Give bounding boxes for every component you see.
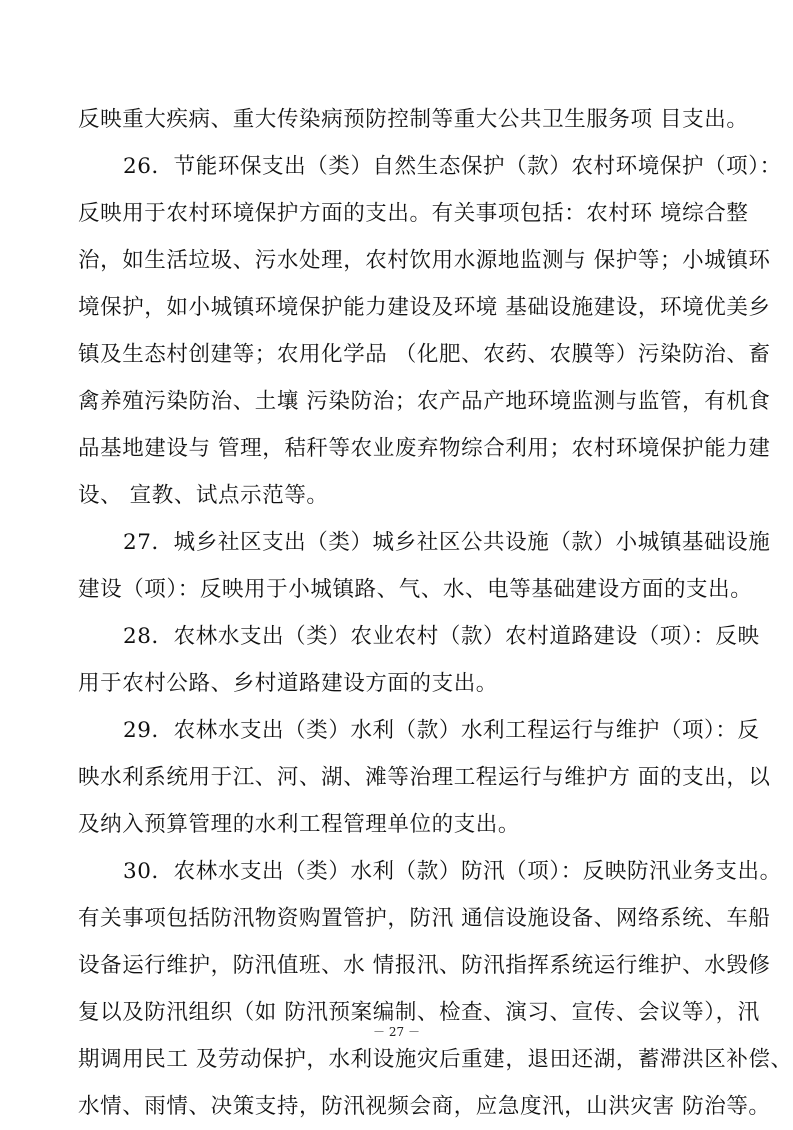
text-line: 反映用于农村环境保护方面的支出。有关事项包括：农村环 境综合整	[78, 201, 749, 226]
text-line: 期调用民工 及劳动保护，水利设施灾后重建，退田还湖，蓄滞洪区补偿、	[78, 1047, 793, 1072]
text-line: 反映重大疾病、重大传染病预防控制等重大公共卫生服务项 目支出。	[78, 107, 749, 132]
text-line: 境保护，如小城镇环境保护能力建设及环境 基础设施建设，环境优美乡	[78, 295, 771, 320]
text-line: 镇及生态村创建等；农用化学品 （化肥、农药、农膜等）污染防治、畜	[78, 342, 771, 367]
text-line: 禽养殖污染防治、土壤 污染防治；农产品产地环境监测与监管，有机食	[78, 389, 771, 414]
text-line: 品基地建设与 管理，秸秆等农业废弃物综合利用；农村环境保护能力建	[78, 436, 771, 461]
text-line: 用于农村公路、乡村道路建设方面的支出。	[78, 671, 498, 696]
text-line: 建设（项）：反映用于小城镇路、气、水、电等基础建设方面的支出。	[78, 577, 753, 602]
page-number: － 27 －	[373, 1025, 420, 1039]
document-body	[78, 96, 793, 1130]
paragraph-27-line: 27．城乡社区支出（类）城乡社区公共设施（款）小城镇基础设施	[123, 530, 771, 555]
paragraph-26-line: 26．节能环保支出（类）自然生态保护（款）农村环境保护（项）：	[123, 154, 782, 179]
text-line: 复以及防汛组织（如 防汛预案编制、检查、演习、宣传、会议等），汛	[78, 1000, 760, 1025]
paragraph-28-line: 28．农林水支出（类）农业农村（款）农村道路建设（项）：反映	[123, 624, 760, 649]
text-line: 及纳入预算管理的水利工程管理单位的支出。	[78, 812, 521, 837]
text-line: 治，如生活垃圾、污水处理，农村饮用水源地监测与 保护等；小城镇环	[78, 248, 771, 273]
text-line: 水情、雨情、决策支持，防汛视频会商，应急度汛，山洪灾害 防治等。	[78, 1094, 771, 1119]
paragraph-29-line: 29．农林水支出（类）水利（款）水利工程运行与维护（项）：反	[123, 718, 760, 743]
text-line: 有关事项包括防汛物资购置管护，防汛 通信设施设备、网络系统、车船	[78, 906, 771, 931]
text-line: 映水利系统用于江、河、湖、滩等治理工程运行与维护方 面的支出，以	[78, 765, 771, 790]
text-line: 设备运行维护，防汛值班、水 情报汛、防汛指挥系统运行维护、水毁修	[78, 953, 771, 978]
paragraph-30-line: 30．农林水支出（类）水利（款）防汛（项）：反映防汛业务支出。	[123, 859, 782, 884]
text-line: 设、 宣教、试点示范等。	[78, 483, 329, 508]
